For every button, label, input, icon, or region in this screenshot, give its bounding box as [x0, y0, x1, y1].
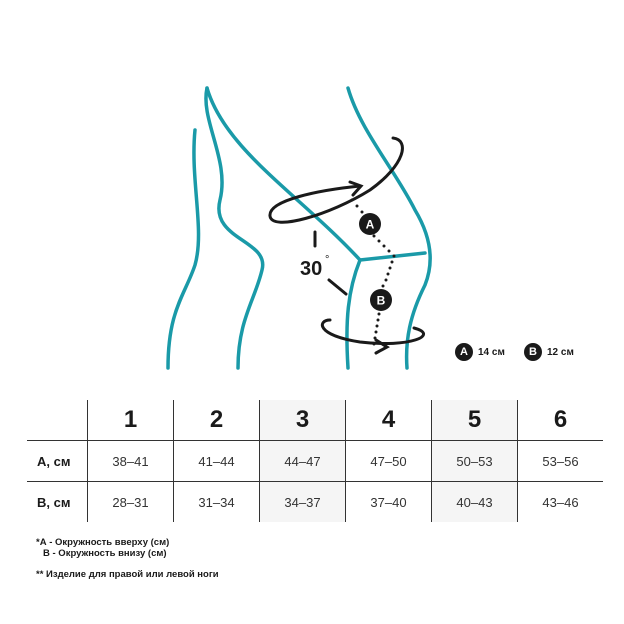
- calf-arrowhead: [376, 340, 387, 353]
- shin-outline-back: [347, 260, 360, 368]
- legend-a-marker: A: [455, 343, 473, 361]
- size-header-3: 3: [260, 400, 346, 441]
- table-cell: 31–34: [174, 482, 260, 523]
- legend-b-marker: B: [524, 343, 542, 361]
- note-circumference-bottom: В - Окружность внизу (см): [43, 548, 167, 559]
- table-cell: 34–37: [260, 482, 346, 523]
- thigh-arrowhead: [350, 182, 361, 195]
- table-row-b: [27, 482, 603, 523]
- size-header-1: 1: [88, 400, 174, 441]
- knee-line: [360, 253, 425, 260]
- thigh-outline: [207, 88, 360, 260]
- table-cell: 38–41: [88, 441, 174, 482]
- table-row-a: [27, 441, 603, 482]
- note-circumference-top: *А - Окружность вверху (см): [36, 537, 170, 548]
- row-label-b: B, см: [37, 494, 71, 510]
- svg-text:A: A: [365, 217, 375, 232]
- table-cell: 50–53: [432, 441, 518, 482]
- angle-line-lower: [329, 280, 346, 294]
- size-header-5: 5: [432, 400, 518, 441]
- marker-b: [370, 289, 392, 311]
- thigh-circumference-arrow: [270, 138, 402, 222]
- size-header-2: 2: [174, 400, 260, 441]
- size-header-row: [27, 400, 603, 441]
- legend-a: [455, 343, 505, 361]
- table-cell: 47–50: [346, 441, 432, 482]
- table-cell: 53–56: [518, 441, 604, 482]
- legend-b-value: 12 см: [547, 346, 574, 358]
- table-cell: 40–43: [432, 482, 518, 523]
- size-table: [27, 400, 603, 522]
- legend-b: [524, 343, 574, 361]
- row-label-a: A, см: [27, 441, 88, 482]
- svg-text:B: B: [376, 293, 386, 308]
- size-header-4: 4: [346, 400, 432, 441]
- table-cell: 43–46: [518, 482, 604, 523]
- leg-outline-back: [168, 130, 199, 368]
- legend-a-value: 14 см: [478, 346, 505, 358]
- angle-degree-sign: °: [325, 254, 330, 266]
- size-header-empty: [27, 400, 88, 441]
- marker-a: [359, 213, 381, 235]
- table-cell: 41–44: [174, 441, 260, 482]
- note-leg-side: ** Изделие для правой или левой ноги: [36, 569, 219, 580]
- leg-outline-inner: [206, 88, 263, 368]
- table-cell: 37–40: [346, 482, 432, 523]
- table-cell: 28–31: [88, 482, 174, 523]
- table-cell: 44–47: [260, 441, 346, 482]
- angle-value: 30: [300, 258, 323, 280]
- size-header-6: 6: [518, 400, 604, 441]
